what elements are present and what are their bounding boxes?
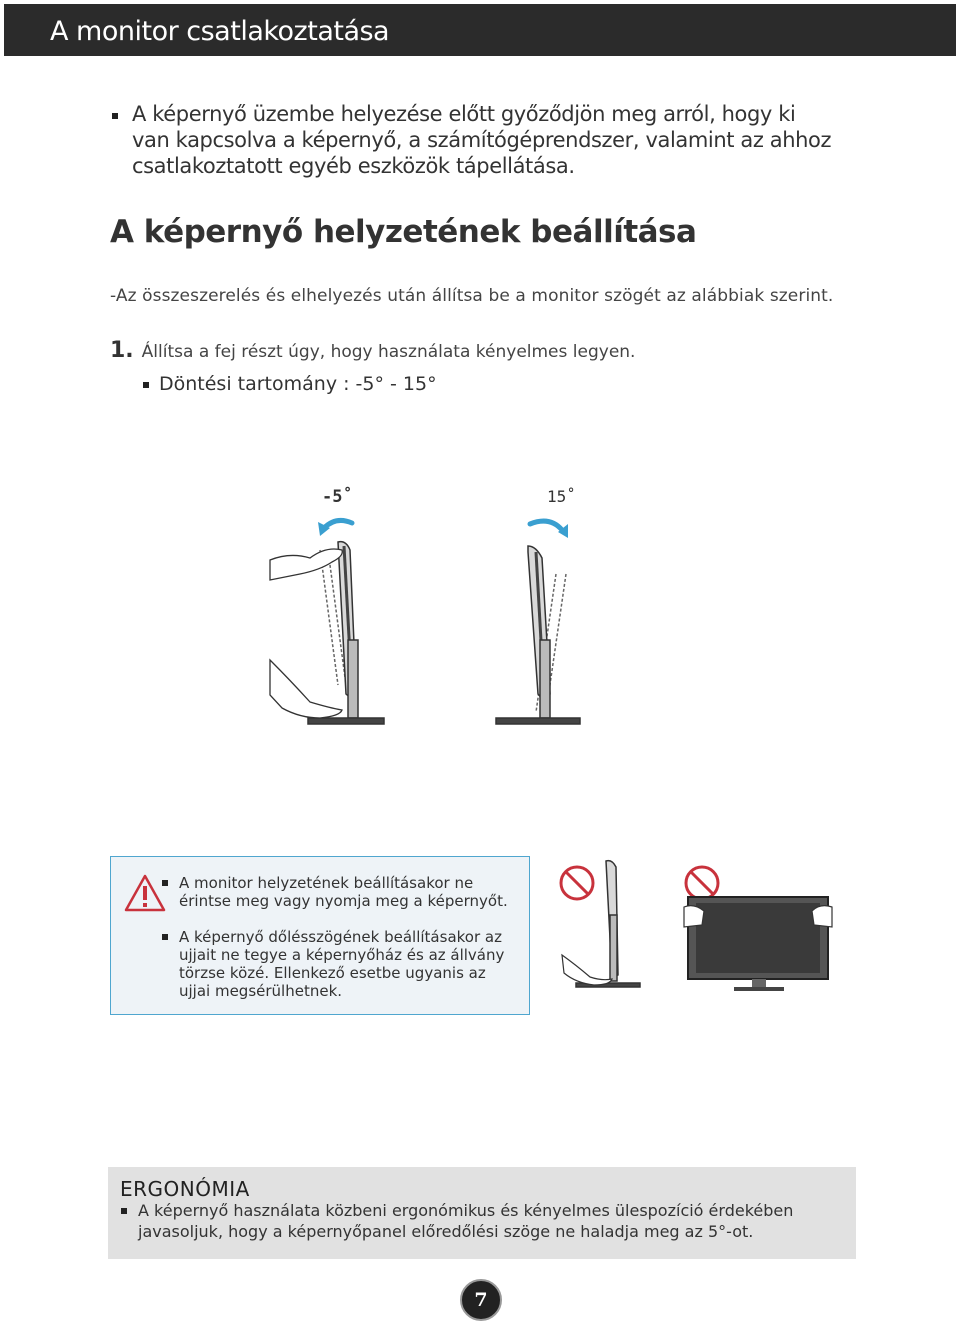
hand-right-icon (812, 906, 832, 927)
step-1 (110, 338, 635, 363)
hand-left-icon (684, 906, 704, 927)
tilt-forward-arrow-icon (530, 521, 562, 530)
bullet-icon (162, 934, 168, 940)
warning-text-2: A képernyő dőlésszögének beállításakor az ujjait ne tegye a képernyőház és az állvány törzse közé. Ellenkező esetbe ugyanis az ujjai megsérülhetnek. (179, 928, 505, 1000)
bullet-icon (112, 113, 118, 119)
monitor-side-right (496, 546, 580, 724)
header-bar (4, 4, 956, 56)
bullet-icon (143, 382, 149, 388)
section-heading: A képernyő helyzetének beállítása (110, 214, 697, 250)
bullet-icon (121, 1208, 127, 1214)
hand-pinched-icon (562, 955, 612, 985)
warning-item-1 (179, 874, 519, 910)
page-title: A monitor csatlakoztatása (50, 16, 390, 47)
wrong-usage-illustration (556, 855, 846, 995)
prohibited-icon (686, 867, 718, 899)
tilt-range (143, 373, 437, 395)
warning-item-2 (179, 928, 519, 1000)
step-number: 1. (110, 338, 134, 363)
instruction-text: -Az összeszerelés és elhelyezés után állítsa be a monitor szögét az alábbiak szerint. (110, 286, 834, 306)
warning-box (110, 856, 530, 1015)
intro-text: A képernyő üzembe helyezése előtt győződjön meg arról, hogy ki van kapcsolva a képernyő, a számítógéprendszer, valamint az ahhoz csatlakoztatott egyéb eszközök tápellátása. (132, 102, 832, 178)
monitor-front-small (688, 897, 828, 991)
tilt-label-15: 15˚ (547, 487, 576, 506)
ergonomics-title: ERGONÓMIA (120, 1177, 250, 1201)
monitor-side-small (576, 861, 640, 987)
ergonomics-box (108, 1167, 856, 1259)
bullet-icon (162, 880, 168, 886)
ergonomics-item (138, 1200, 848, 1242)
intro-paragraph (112, 101, 832, 179)
warning-text-1: A monitor helyzetének beállításakor ne érintse meg vagy nyomja meg a képernyőt. (179, 874, 508, 910)
prohibited-icon (561, 867, 593, 899)
tilt-illustration (260, 480, 590, 740)
hand-bottom-icon (270, 660, 342, 718)
step-text: Állítsa a fej részt úgy, hogy használata kényelmes legyen. (141, 342, 636, 362)
page-number: 7 (460, 1279, 502, 1321)
tilt-label-minus5: -5˚ (322, 487, 353, 507)
tilt-back-arrow-icon (324, 520, 352, 528)
warning-triangle-icon (123, 873, 167, 913)
tilt-range-text: Döntési tartomány : -5° - 15° (159, 373, 437, 395)
ergonomics-text: A képernyő használata közbeni ergonómikus és kényelmes ülespozíció érdekében javasoljuk, hogy a képernyőpanel előredőlési szöge ne haladja meg az 5°-ot. (138, 1201, 794, 1241)
